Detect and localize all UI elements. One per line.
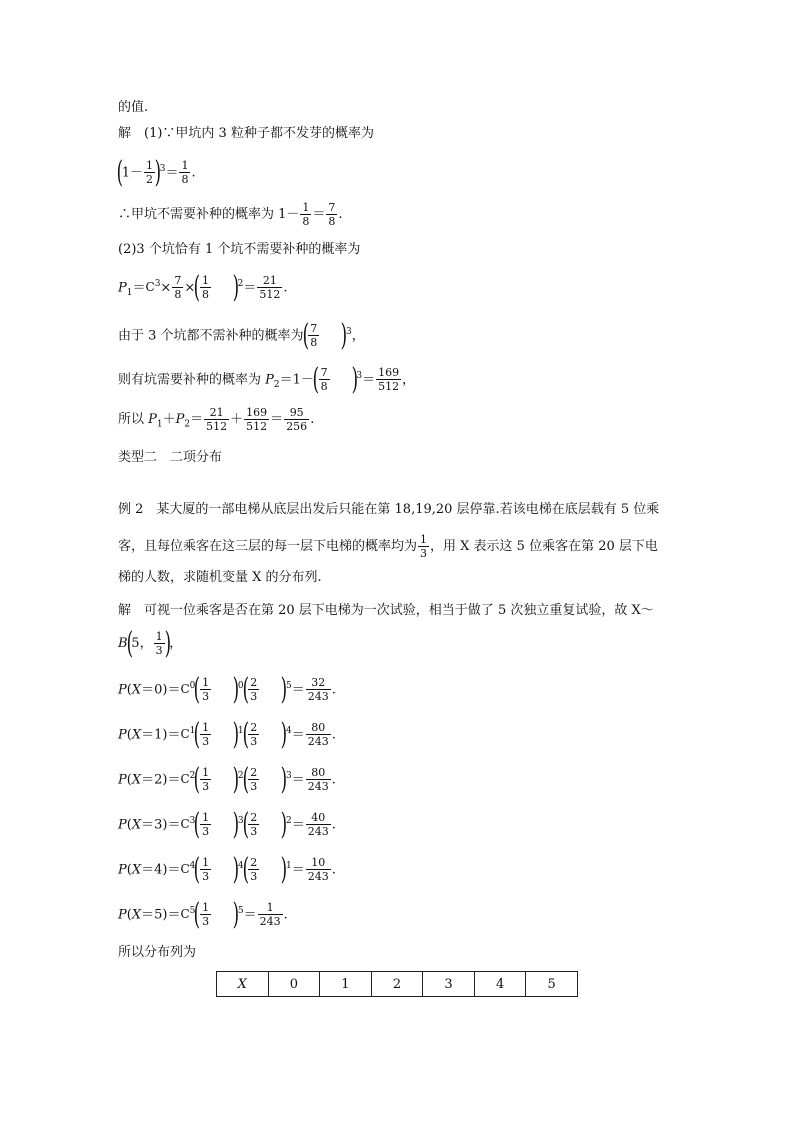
table-cell: 5	[526, 972, 578, 997]
text-line: 所以分布列为	[118, 945, 197, 960]
fraction: $\frac{1}{8}$	[302, 201, 310, 228]
distribution-table	[216, 971, 578, 997]
fraction: $\frac{169}{512}$	[378, 366, 400, 394]
fraction: $\frac{7}{8}$	[310, 322, 318, 350]
fraction: $\frac{21}{512}$	[206, 406, 228, 433]
example-line: 梯的人数，求随机变量 X 的分布列.	[118, 570, 322, 585]
table-cell: 3	[423, 972, 475, 997]
fraction: $\frac{1}{8}$	[181, 159, 189, 187]
text-line: 的值.	[118, 100, 149, 115]
fraction: $\frac{80}{243}$	[307, 721, 329, 749]
fraction: $\frac{1}{3}$	[420, 533, 428, 560]
text-line: (2)3 个坑恰有 1 个坑不需要补种的概率为	[118, 242, 361, 257]
example-line: 客，且每位乘客在这三层的每一层下电梯的概率均为 $\frac{1}{3}$ ，用 X 表示这 5 位乘客在第 20 层下电	[118, 533, 658, 560]
probability-line: $P(X=4)=C^4$( $\frac{1}{3}$ )$^4$( $\frac{2}{3}$ )$^1$＝ $\frac{10}{243}$ .	[118, 851, 336, 887]
fraction: $\frac{7}{8}$	[320, 366, 328, 394]
solution-line: 解 可视一位乘客是否在第 20 层下电梯为一次试验，相当于做了 5 次独立重复试验，故 X～	[118, 603, 654, 618]
table-cell: 4	[474, 972, 526, 997]
fraction: $\frac{1}{8}$	[201, 274, 209, 302]
formula-line: B(5， $\frac{1}{3}$ )，	[118, 625, 183, 661]
probability-line: $P(X=3)=C^3$( $\frac{1}{3}$ )$^3$( $\frac{2}{3}$ )$^2$＝ $\frac{40}{243}$ .	[118, 806, 336, 842]
formula-line: $P_1=C^3\times$ $\frac{7}{8}$ ×( $\frac{1}{8}$ )$^2$＝ $\frac{21}{512}$ .	[118, 269, 288, 305]
solution-line: 解 (1)∵甲坑内 3 粒种子都不发芽的概率为	[118, 126, 374, 141]
fraction: $\frac{1}{2}$	[146, 159, 154, 187]
probability-line: $P(X=2)=C^2$( $\frac{1}{3}$ )$^2$( $\frac{2}{3}$ )$^3$＝ $\frac{80}{243}$ .	[118, 761, 336, 797]
fraction: $\frac{7}{8}$	[328, 201, 336, 228]
formula-line: 所以 $P_1+P_2=$ $\frac{21}{512}$ ＋ $\frac{169}{512}$ ＝ $\frac{95}{256}$ .	[118, 406, 315, 433]
fraction: $\frac{80}{243}$	[307, 766, 329, 794]
fraction: $\frac{7}{8}$	[174, 274, 182, 302]
probability-line: $P(X=1)=C^1$( $\frac{1}{3}$ )$^1$( $\frac{2}{3}$ )$^4$＝ $\frac{80}{243}$ .	[118, 716, 336, 752]
table-header-cell: X	[217, 972, 269, 997]
fraction: $\frac{21}{512}$	[259, 274, 281, 302]
table-row	[217, 972, 578, 997]
table-cell: 1	[320, 972, 372, 997]
table-cell: 2	[371, 972, 423, 997]
formula-line: 则有坑需要补种的概率为 $P_2=1-$( $\frac{7}{8}$ )$^3$＝ $\frac{169}{512}$ ，	[118, 361, 416, 397]
fraction: $\frac{95}{256}$	[286, 406, 308, 433]
formula-line: ∴甲坑不需要补种的概率为 1－ $\frac{1}{8}$ ＝ $\frac{7}{8}$ .	[118, 201, 343, 228]
fraction: $\frac{1}{243}$	[259, 901, 281, 929]
fraction: $\frac{40}{243}$	[307, 811, 329, 839]
formula-line: (1－ $\frac{1}{2}$ )$^3$＝ $\frac{1}{8}$ .	[116, 154, 196, 190]
section-heading: 类型二 二项分布	[118, 450, 223, 465]
fraction: $\frac{1}{3}$	[155, 630, 163, 657]
table-cell: 0	[268, 972, 320, 997]
fraction: $\frac{10}{243}$	[307, 856, 329, 884]
example-line: 例 2 某大厦的一部电梯从底层出发后只能在第 18,19,20 层停靠.若该电梯在底层载有 5 位乘	[118, 502, 660, 517]
probability-line: $P(X=0)=C^0$( $\frac{1}{3}$ )$^0$( $\frac{2}{3}$ )$^5$＝ $\frac{32}{243}$ .	[118, 671, 336, 707]
fraction: $\frac{169}{512}$	[246, 406, 268, 433]
formula-line: 由于 3 个坑都不需补种的概率为( $\frac{7}{8}$ )$^3$，	[118, 317, 365, 353]
probability-line: $P(X=5)=C^5$( $\frac{1}{3}$ )$^5$＝ $\frac{1}{243}$ .	[118, 896, 288, 932]
fraction: $\frac{32}{243}$	[307, 676, 329, 704]
